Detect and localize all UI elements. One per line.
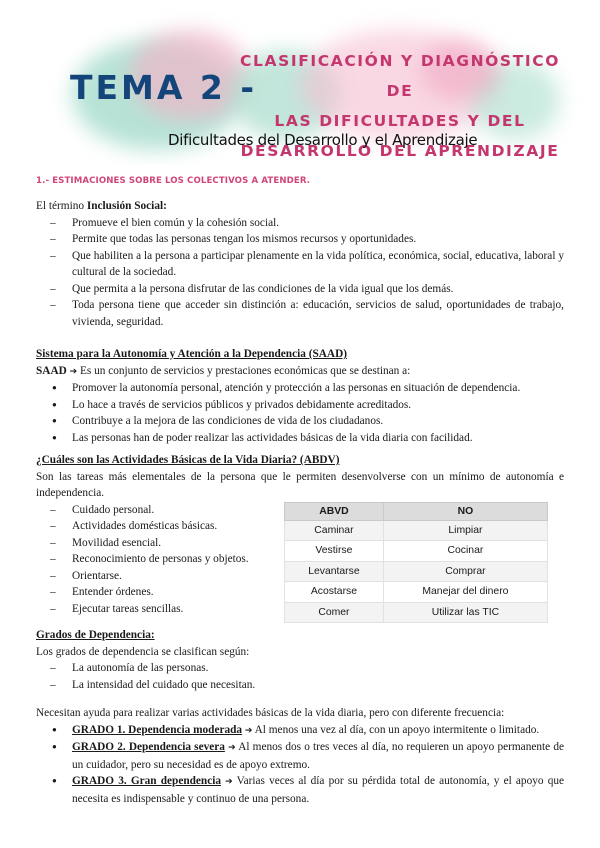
grado-text: Varias veces al día por su pérdida total de autonomía, y el apoyo que necesita es indispensable y continuo de una persona.	[72, 775, 565, 805]
table-header: ABVD	[285, 502, 384, 520]
inclusion-intro	[36, 198, 564, 215]
abvd-list	[36, 502, 564, 618]
list-item: – Que permita a la persona disfrutar de las condiciones de la vida igual que los demás.	[36, 281, 564, 298]
page-header	[0, 0, 600, 165]
document-body	[36, 176, 564, 807]
grado-name: GRADO 2. Dependencia severa	[72, 741, 225, 753]
abvd-block	[36, 502, 564, 618]
inclusion-list	[36, 215, 564, 331]
table-cell: Cocinar	[383, 541, 547, 562]
saad-definition	[36, 363, 564, 381]
list-item: – Cuidado personal.	[36, 502, 564, 519]
section-heading: 1.- ESTIMACIONES SOBRE LOS COLECTIVOS A ATENDER.	[36, 176, 311, 186]
abvd-intro: Son las tareas más elementales de la persona que le permiten desenvolverse con un mínimo de autonomía e independencia.	[36, 470, 564, 499]
list-item: ● Contribuye a la mejora de las condiciones de vida de los ciudadanos.	[36, 413, 564, 430]
table-cell: Limpiar	[383, 520, 547, 541]
grado-name: GRADO 1. Dependencia moderada	[72, 723, 243, 736]
table-cell: Caminar	[285, 520, 384, 541]
list-item: – Actividades domésticas básicas.	[36, 518, 564, 535]
list-item: ● Las personas han de poder realizar las actividades básicas de la vida diaria con facilidad.	[36, 430, 564, 447]
list-item: – Promueve el bien común y la cohesión social.	[36, 215, 564, 232]
table-cell: Utilizar las TIC	[383, 602, 547, 623]
list-item: ● Lo hace a través de servicios públicos y privados debidamente acreditados.	[36, 397, 564, 414]
saad-definition-text: Es un conjunto de servicios y prestaciones económicas que se destinan a:	[77, 364, 411, 377]
table-cell: Vestirse	[285, 541, 384, 562]
abvd-heading: ¿Cuáles son las Actividades Básicas de la Vida Diaria? (ABDV)	[36, 454, 340, 466]
tema-title-line: CLASIFICACIÓN Y DIAGNÓSTICO DE	[240, 52, 560, 100]
saad-list	[36, 380, 564, 446]
list-item: ● Promover la autonomía personal, atención y protección a las personas en situación de dependencia.	[36, 380, 564, 397]
inclusion-term: Inclusión Social:	[86, 200, 167, 212]
grado-name: GRADO 3. Gran dependencia	[72, 775, 221, 787]
grado-item	[36, 773, 564, 807]
inclusion-intro-text: El término	[36, 200, 87, 212]
arrow-icon: ➔	[69, 366, 78, 377]
list-item: – Entender órdenes.	[36, 584, 564, 601]
list-item: – Permite que todas las personas tengan los mismos recursos y oportunidades.	[36, 231, 564, 248]
grados-criteria	[36, 660, 564, 693]
grados-heading: Grados de Dependencia:	[36, 629, 155, 641]
table-cell: Manejar del dinero	[383, 582, 547, 603]
grados-levels	[36, 722, 564, 808]
grado-text: Al menos dos o tres veces al día, no requieren un apoyo permanente de un cuidador, pero su necesidad es de apoyo extremo.	[72, 741, 564, 771]
list-item: – Orientarse.	[36, 568, 564, 585]
list-item: – Reconocimiento de personas y objetos.	[36, 551, 564, 568]
page-subtitle: Dificultades del Desarrollo y el Aprendizaje	[168, 131, 478, 149]
grado-item	[36, 739, 564, 773]
grado-item	[36, 722, 564, 740]
table-header: NO	[383, 502, 547, 520]
saad-term: SAAD	[36, 364, 67, 377]
list-item: – La autonomía de las personas.	[36, 660, 564, 677]
table-cell: Comer	[285, 602, 384, 623]
grados-lead: Necesitan ayuda para realizar varias actividades básicas de la vida diaria, pero con diferente frecuencia:	[36, 707, 505, 719]
list-item: – La intensidad del cuidado que necesitan.	[36, 677, 564, 694]
tema-number: TEMA 2 -	[70, 68, 258, 107]
saad-heading: Sistema para la Autonomía y Atención a la Dependencia (SAAD)	[36, 348, 347, 360]
list-item: – Movilidad esencial.	[36, 535, 564, 552]
grados-intro: Los grados de dependencia se clasifican según:	[36, 645, 250, 658]
list-item: – Que habiliten a la persona a participar plenamente en la vida política, económica, social, educativa, laboral y cultural de la sociedad.	[36, 248, 564, 281]
arrow-icon: ➔	[228, 743, 236, 753]
table-cell: Comprar	[383, 561, 547, 582]
list-item: – Toda persona tiene que acceder sin distinción a: educación, servicios de salud, oportunidades de trabajo, vivienda, seguridad.	[36, 297, 564, 330]
table-cell: Acostarse	[285, 582, 384, 603]
arrow-icon: ➔	[225, 777, 233, 787]
tema-title-line: DESARROLLO DEL APRENDIZAJE	[240, 142, 560, 160]
tema-title-line: LAS DIFICULTADES Y DEL	[274, 112, 526, 130]
arrow-icon: ➔	[244, 725, 253, 736]
list-item: – Ejecutar tareas sencillas.	[36, 601, 564, 618]
grado-text: Al menos una vez al día, con un apoyo intermitente o limitado.	[252, 723, 540, 736]
table-cell: Levantarse	[285, 561, 384, 582]
